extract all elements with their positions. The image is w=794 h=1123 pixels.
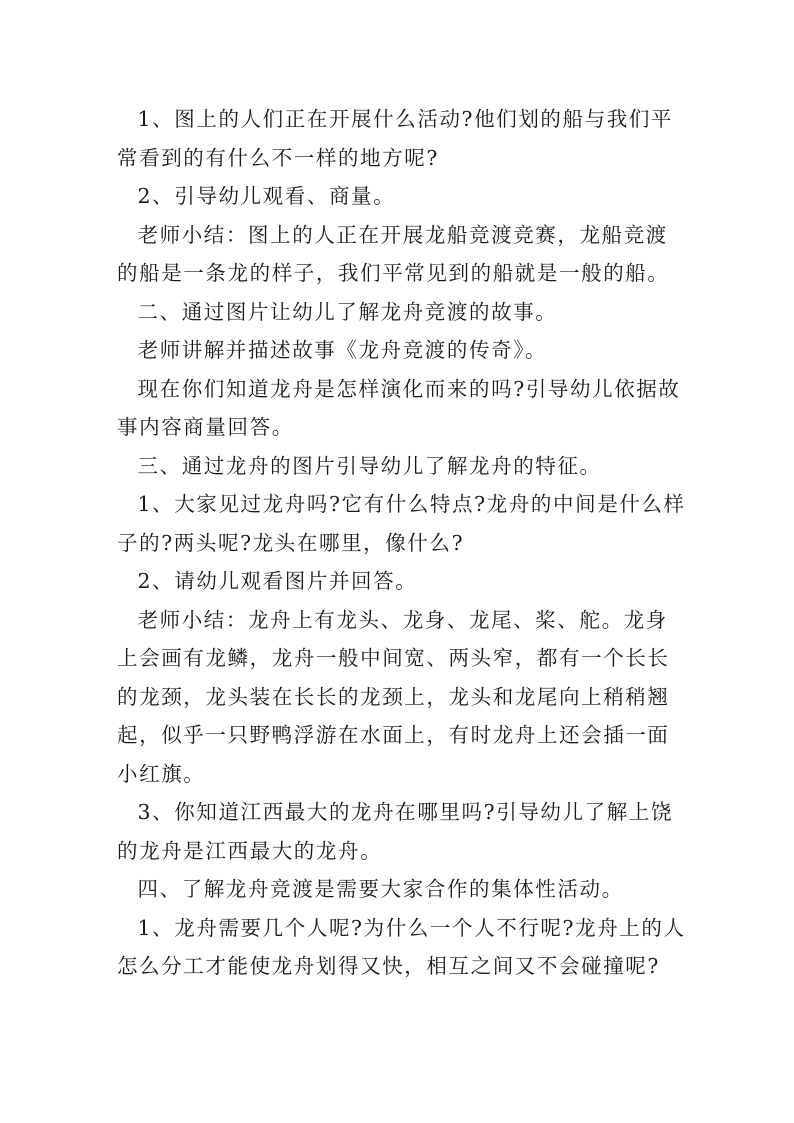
paragraph-4: 二、通过图片让幼儿了解龙舟竞渡的故事。: [137, 299, 558, 324]
paragraph-9: 2、请幼儿观看图片并回答。: [137, 569, 418, 593]
paragraph-7: 三、通过龙舟的图片引导幼儿了解龙舟的特征。: [137, 453, 602, 478]
paragraph-12: 四、了解龙舟竞渡是需要大家合作的集体性活动。: [137, 877, 624, 901]
paragraph-11: 3、你知道江西最大的龙舟在哪里吗?引导幼儿了解上饶的龙舟是江西最大的龙舟。: [117, 800, 674, 863]
paragraph-6: 现在你们知道龙舟是怎样演化而来的吗?引导幼儿依据故事内容商量回答。: [117, 376, 681, 439]
paragraph-10: 老师小结：龙舟上有龙头、龙身、龙尾、桨、舵。龙身上会画有龙鳞，龙舟一般中间宽、两头窄，都有一个长长的龙颈，龙头装在长长的龙颈上，龙头和龙尾向上稍稍翘起，似乎一只野鸭浮游在水面上，有时龙舟上还会插一面小红旗。: [117, 607, 670, 786]
paragraph-8: 1、大家见过龙舟吗?它有什么特点?龙舟的中间是什么样子的?两头呢?龙头在哪里，像什么?: [117, 492, 686, 555]
paragraph-5: 老师讲解并描述故事《龙舟竞渡的传奇》。: [137, 338, 548, 362]
paragraph-2: 2、引导幼儿观看、商量。: [137, 184, 396, 208]
document-body: [117, 100, 689, 986]
paragraph-1: 1、图上的人们正在开展什么活动?他们划的船与我们平常看到的有什么不一样的地方呢?: [117, 107, 674, 170]
paragraph-13: 1、龙舟需要几个人呢?为什么一个人不行呢?龙舟上的人怎么分工才能使龙舟划得又快，相互之间又不会碰撞呢?: [117, 915, 686, 978]
paragraph-3: 老师小结：图上的人正在开展龙船竞渡竞赛，龙船竞渡的船是一条龙的样子，我们平常见到的船就是一般的船。: [117, 222, 670, 285]
